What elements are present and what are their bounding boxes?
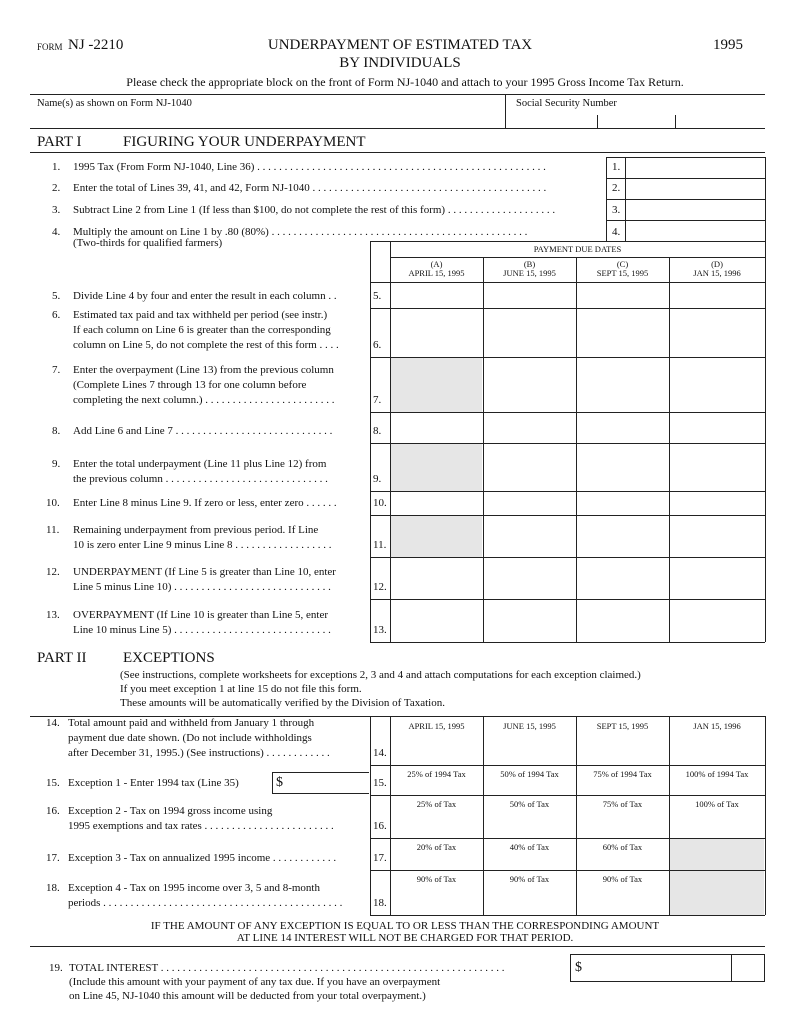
line18-text-2: periods . . . . . . . . . . . . . . . . . . . . . . . . . . . . . . . . . . . . . . . . . . . . [68, 897, 343, 909]
part2-label: PART II [37, 650, 87, 666]
line5-number: 5. [52, 290, 61, 302]
line6-box-number: 6. [373, 339, 382, 351]
line16-text-1: Exception 2 - Tax on 1994 gross income using [68, 805, 273, 817]
line6-number: 6. [52, 309, 61, 321]
line4-label: Multiply the amount on Line 1 by .80 (80%) . . . . . . . . . . . . . . . . . . . . . . . . . . . . . . . . . . . . . . . . . . . . . . . [73, 226, 528, 238]
line8-col-b[interactable] [484, 413, 575, 442]
line16-number: 16. [46, 805, 60, 817]
line3-amount-field[interactable] [627, 201, 764, 220]
line18-text-1: Exception 4 - Tax on 1995 income over 3, 5 and 8-month [68, 882, 320, 894]
line14-col-d[interactable] [670, 717, 764, 764]
line18-col-c[interactable] [577, 871, 668, 914]
name-field[interactable] [36, 111, 501, 129]
line4-sublabel: (Two-thirds for qualified farmers) [73, 237, 223, 249]
part1-label: PART I [37, 134, 82, 150]
line15-col-a[interactable] [391, 766, 482, 794]
line7-col-c[interactable] [577, 358, 668, 411]
line12-col-a[interactable] [391, 558, 482, 598]
line11-col-b[interactable] [484, 516, 575, 556]
line19-label: TOTAL INTEREST . . . . . . . . . . . . . . . . . . . . . . . . . . . . . . . . . . . . . . . . . . . . . . . . . . . . . . . . . . . . . . . [69, 962, 505, 974]
line14-text-1: Total amount paid and withheld from January 1 through [68, 717, 315, 729]
line5-col-a[interactable] [391, 283, 482, 307]
part2-title: EXCEPTIONS [123, 650, 215, 666]
line7-col-d[interactable] [670, 358, 764, 411]
line9-text-1: Enter the total underpayment (Line 11 plus Line 12) from [73, 458, 327, 470]
line13-col-d[interactable] [670, 600, 764, 641]
line10-text-1: Enter Line 8 minus Line 9. If zero or less, enter zero . . . . . . [73, 497, 337, 509]
line5-box-number: 5. [373, 290, 382, 302]
line1-box-number: 1. [612, 161, 621, 173]
line7-text-1: Enter the overpayment (Line 13) from the previous column [73, 364, 334, 376]
line9-text-2: the previous column . . . . . . . . . . . . . . . . . . . . . . . . . . . . . . [73, 473, 328, 485]
line10-col-c[interactable] [577, 492, 668, 514]
part1-title: FIGURING YOUR UNDERPAYMENT [123, 134, 366, 150]
line16-col-d[interactable] [670, 796, 764, 837]
line10-number: 10. [46, 497, 60, 509]
line1-number: 1. [52, 161, 61, 173]
column-b-letter: (B) [523, 259, 536, 269]
line7-text-3: completing the next column.) . . . . . . . . . . . . . . . . . . . . . . . . [73, 394, 335, 406]
line12-text-2: Line 5 minus Line 10) . . . . . . . . . . . . . . . . . . . . . . . . . . . . . [73, 581, 331, 593]
line10-box-number: 10. [373, 497, 387, 509]
line14-text-3: after December 31, 1995.) (See instructions) . . . . . . . . . . . . [68, 747, 330, 759]
line16-col-b[interactable] [484, 796, 575, 837]
line4-box-number: 4. [612, 226, 621, 238]
line2-amount-field[interactable] [627, 179, 764, 198]
line2-label: Enter the total of Lines 39, 41, and 42, Form NJ-1040 . . . . . . . . . . . . . . . . . . . . . . . . . . . . . . . . . . . . . . . . . . . [73, 182, 547, 194]
line12-number: 12. [46, 566, 60, 578]
line9-number: 9. [52, 458, 61, 470]
line15-box-number: 15. [373, 777, 387, 789]
exceptions-col-date-4: JAN 15, 1996 [693, 721, 741, 731]
column-c-date: SEPT 15, 1995 [596, 268, 649, 278]
name-label: Name(s) as shown on Form NJ-1040 [37, 98, 192, 109]
line14-box-number: 14. [373, 747, 387, 759]
line13-number: 13. [46, 609, 60, 621]
line14-number: 14. [46, 717, 60, 729]
line16-text-2: 1995 exemptions and tax rates . . . . . . . . . . . . . . . . . . . . . . . . [68, 820, 334, 832]
line18-note-3: 90% of Tax [602, 874, 643, 884]
line17-col-b[interactable] [484, 839, 575, 869]
line8-col-a[interactable] [391, 413, 482, 442]
line11-text-2: 10 is zero enter Line 9 minus Line 8 . . . . . . . . . . . . . . . . . . [73, 539, 332, 551]
line6-text-3: column on Line 5, do not complete the rest of this form . . . . [73, 339, 339, 351]
column-b-date: JUNE 15, 1995 [503, 268, 556, 278]
line15-note-4: 100% of 1994 Tax [685, 769, 749, 779]
line16-note-2: 50% of Tax [509, 799, 550, 809]
form-title-line1: UNDERPAYMENT OF ESTIMATED TAX [267, 37, 533, 53]
line7-col-b[interactable] [484, 358, 575, 411]
line18-col-b[interactable] [484, 871, 575, 914]
column-c-letter: (C) [616, 259, 629, 269]
line10-col-b[interactable] [484, 492, 575, 514]
line8-col-c[interactable] [577, 413, 668, 442]
line17-note-2: 40% of Tax [509, 842, 550, 852]
shaded-cell [391, 516, 482, 557]
line16-col-c[interactable] [577, 796, 668, 837]
form-id: NJ -2210 [68, 37, 124, 53]
line16-note-4: 100% of Tax [695, 799, 739, 809]
line13-col-c[interactable] [577, 600, 668, 641]
line3-box-number: 3. [612, 204, 621, 216]
line14-col-b[interactable] [484, 717, 575, 764]
line1-label: 1995 Tax (From Form NJ-1040, Line 36) . . . . . . . . . . . . . . . . . . . . . . . . . . . . . . . . . . . . . . . . . . . . . . . . . . . . . [73, 161, 546, 173]
total-interest-box[interactable] [570, 954, 765, 982]
line4-amount-field[interactable] [627, 223, 764, 242]
line8-col-d[interactable] [670, 413, 764, 442]
line18-note-1: 90% of Tax [416, 874, 457, 884]
line16-box-number: 16. [373, 820, 387, 832]
line13-col-a[interactable] [391, 600, 482, 641]
line3-label: Subtract Line 2 from Line 1 (If less than $100, do not complete the rest of this form) . . . . . . . . . . . . . . . . . . . . [73, 204, 556, 216]
line13-text-2: Line 10 minus Line 5) . . . . . . . . . . . . . . . . . . . . . . . . . . . . . [73, 624, 331, 636]
form-title-line2: BY INDIVIDUALS [339, 55, 461, 71]
column-a-letter: (A) [430, 259, 443, 269]
column-a-date: APRIL 15, 1995 [408, 268, 465, 278]
ssn-field[interactable] [510, 111, 764, 129]
line5-col-c[interactable] [577, 283, 668, 307]
part2-note-2: If you meet exception 1 at line 15 do not file this form. [120, 683, 362, 695]
line19-sub-2: on Line 45, NJ-1040 this amount will be deducted from your total overpayment.) [69, 990, 426, 1002]
line4-number: 4. [52, 226, 61, 238]
payment-due-dates-header: PAYMENT DUE DATES [533, 244, 622, 254]
line15-col-b[interactable] [484, 766, 575, 794]
line17-text-1: Exception 3 - Tax on annualized 1995 income . . . . . . . . . . . . [68, 852, 337, 864]
line7-box-number: 7. [373, 394, 382, 406]
line1-amount-field[interactable] [627, 158, 764, 177]
line17-number: 17. [46, 852, 60, 864]
part2-note-1: (See instructions, complete worksheets for exceptions 2, 3 and 4 and attach computations for each exception claimed.) [120, 669, 641, 681]
line18-col-a[interactable] [391, 871, 482, 914]
line11-number: 11. [46, 524, 60, 536]
line15-note-2: 50% of 1994 Tax [500, 769, 559, 779]
line10-col-a[interactable] [391, 492, 482, 514]
line5-col-d[interactable] [670, 283, 764, 307]
line16-note-3: 75% of Tax [602, 799, 643, 809]
line18-note-2: 90% of Tax [509, 874, 550, 884]
line17-box-number: 17. [373, 852, 387, 864]
shaded-cell [391, 444, 482, 491]
line6-col-c[interactable] [577, 309, 668, 356]
ssn-label: Social Security Number [516, 98, 617, 109]
line12-col-c[interactable] [577, 558, 668, 598]
line15-note-3: 75% of 1994 Tax [593, 769, 652, 779]
line13-col-b[interactable] [484, 600, 575, 641]
line6-text-1: Estimated tax paid and tax withheld per period (see instr.) [73, 309, 328, 321]
line12-col-d[interactable] [670, 558, 764, 598]
line17-col-a[interactable] [391, 839, 482, 869]
line6-text-2: If each column on Line 6 is greater than the corresponding [73, 324, 331, 336]
line9-col-b[interactable] [484, 444, 575, 490]
line8-number: 8. [52, 425, 61, 437]
line17-note-3: 60% of Tax [602, 842, 643, 852]
line15-col-d[interactable] [670, 766, 764, 794]
line7-number: 7. [52, 364, 61, 376]
attach-instruction: Please check the appropriate block on the front of Form NJ-1040 and attach to your 1995 Gross Income Tax Return. [126, 75, 684, 89]
line6-col-b[interactable] [484, 309, 575, 356]
shaded-cell [670, 839, 764, 870]
form-word: FORM [37, 42, 63, 52]
exceptions-col-date-3: SEPT 15, 1995 [596, 721, 649, 731]
line19-sub-1: (Include this amount with your payment of any tax due. If you have an overpayment [69, 976, 441, 988]
line2-number: 2. [52, 182, 61, 194]
line11-text-1: Remaining underpayment from previous period. If Line [73, 524, 319, 536]
line8-text-1: Add Line 6 and Line 7 . . . . . . . . . . . . . . . . . . . . . . . . . . . . . [73, 425, 333, 437]
line9-box-number: 9. [373, 473, 382, 485]
line13-box-number: 13. [373, 624, 387, 636]
line11-col-d[interactable] [670, 516, 764, 556]
shaded-cell [391, 358, 482, 412]
part2-note-3: These amounts will be automatically verified by the Division of Taxation. [120, 697, 445, 709]
line12-col-b[interactable] [484, 558, 575, 598]
line9-col-c[interactable] [577, 444, 668, 490]
line15-text-1: Exception 1 - Enter 1994 tax (Line 35) [68, 777, 239, 789]
line15-col-c[interactable] [577, 766, 668, 794]
line5-col-b[interactable] [484, 283, 575, 307]
line16-col-a[interactable] [391, 796, 482, 837]
line8-box-number: 8. [373, 425, 382, 437]
line6-col-a[interactable] [391, 309, 482, 356]
exceptions-col-date-1: APRIL 15, 1995 [408, 721, 465, 731]
line14-text-2: payment due date shown. (Do not include withholdings [68, 732, 312, 744]
line17-note-1: 20% of Tax [416, 842, 457, 852]
line15-note-1: 25% of 1994 Tax [407, 769, 466, 779]
line11-box-number: 11. [373, 539, 387, 551]
line5-text-1: Divide Line 4 by four and enter the result in each column . . [73, 290, 337, 302]
exception1-tax-field[interactable] [272, 772, 369, 794]
line10-col-d[interactable] [670, 492, 764, 514]
line19-number: 19. [49, 962, 63, 974]
form-year: 1995 [713, 37, 743, 53]
line17-col-c[interactable] [577, 839, 668, 869]
line14-col-c[interactable] [577, 717, 668, 764]
line18-number: 18. [46, 882, 60, 894]
line12-text-1: UNDERPAYMENT (If Line 5 is greater than Line 10, enter [73, 566, 336, 578]
shaded-cell [670, 871, 764, 915]
line14-col-a[interactable] [391, 717, 482, 764]
line12-box-number: 12. [373, 581, 387, 593]
line3-number: 3. [52, 204, 61, 216]
footer-notice-1: IF THE AMOUNT OF ANY EXCEPTION IS EQUAL TO OR LESS THAN THE CORRESPONDING AMOUNT [150, 920, 660, 932]
line11-col-c[interactable] [577, 516, 668, 556]
footer-notice-2: AT LINE 14 INTEREST WILL NOT BE CHARGED FOR THAT PERIOD. [236, 932, 574, 944]
line18-box-number: 18. [373, 897, 387, 909]
total-interest-dollar: $ [575, 960, 582, 975]
line15-number: 15. [46, 777, 60, 789]
line16-note-1: 25% of Tax [416, 799, 457, 809]
column-d-date: JAN 15, 1996 [693, 268, 741, 278]
column-d-letter: (D) [711, 259, 723, 269]
line7-text-2: (Complete Lines 7 through 13 for one column before [73, 379, 307, 391]
line13-text-1: OVERPAYMENT (If Line 10 is greater than Line 5, enter [73, 609, 328, 621]
exception1-dollar: $ [276, 775, 283, 790]
line9-col-d[interactable] [670, 444, 764, 490]
line2-box-number: 2. [612, 182, 621, 194]
line6-col-d[interactable] [670, 309, 764, 356]
exceptions-col-date-2: JUNE 15, 1995 [503, 721, 556, 731]
